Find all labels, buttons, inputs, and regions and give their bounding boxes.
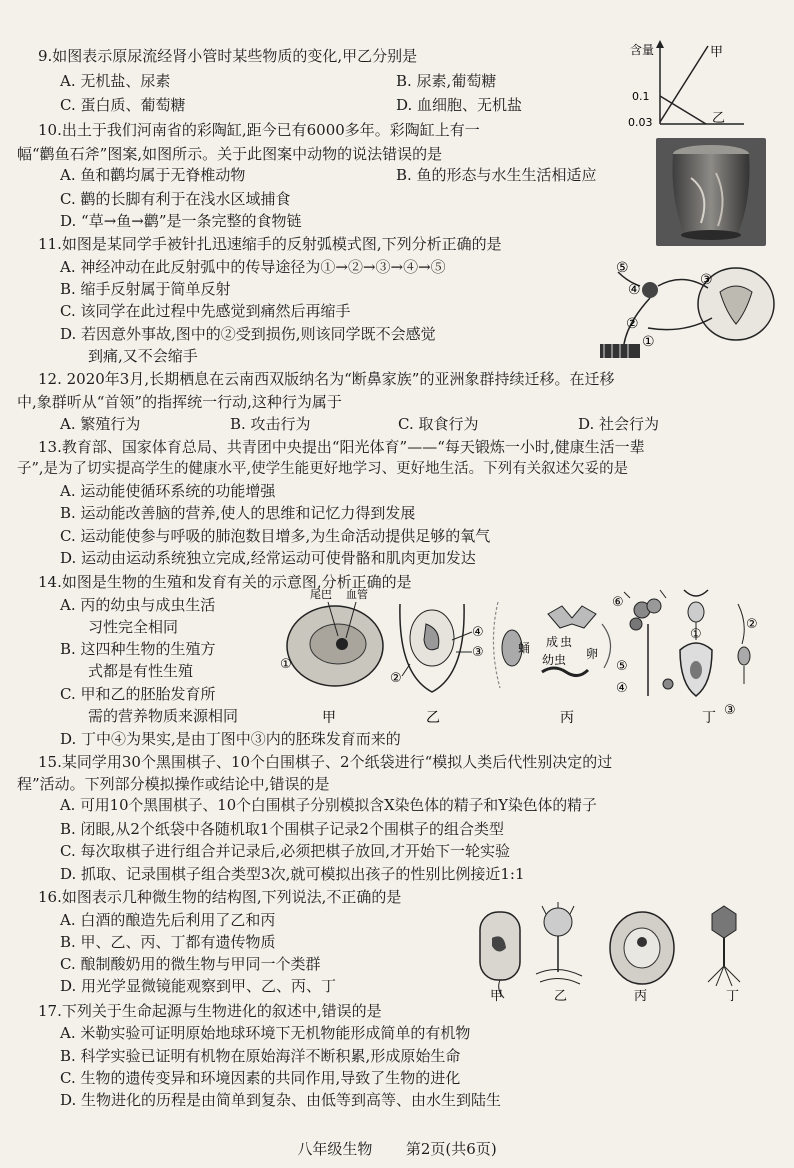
q11-option-a: A. 神经冲动在此反射弧中的传导途径为①→②→③→④→⑤	[60, 258, 446, 276]
q15-option-b: B. 闭眼,从2个纸袋中各随机取1个围棋子记录2个围棋子的组合类型	[60, 820, 504, 838]
butterfly	[548, 606, 596, 628]
bacteriophage	[708, 906, 740, 986]
q14-option-b-line2: 式都是有性生殖	[88, 662, 194, 680]
q14-option-d: D. 丁中④为果实,是由丁图中③内的胚珠发育而来的	[60, 730, 401, 748]
q13-option-b: B. 运动能改善脑的营养,使人的思维和记忆力得到发展	[60, 504, 416, 522]
q14-option-a-line2: 习性完全相同	[88, 618, 179, 636]
q12-stem-line2: 中,象群听从“首领”的指挥统一行动,这种行为属于	[17, 393, 342, 411]
q16-caption-ding: 丁	[726, 989, 740, 1004]
footer-page-number: 第2页(共6页)	[405, 1140, 497, 1158]
q12-option-d: D. 社会行为	[578, 415, 660, 433]
q15-stem-line2: 程”活动。下列部分模拟操作或结论中,错误的是	[17, 775, 330, 793]
q14-ding-label-4: ④	[616, 681, 628, 696]
larva	[542, 668, 588, 676]
q9-option-d: D. 血细胞、无机盐	[396, 96, 523, 114]
q16-microorganism-diagram	[470, 902, 770, 1004]
q14-label-adult-1: 成	[546, 635, 559, 649]
q14-option-b-line1: B. 这四种生物的生殖方	[60, 640, 216, 658]
q11-label-4: ④	[628, 282, 641, 298]
q17-stem: 17.下列关于生命起源与生物进化的叙述中,错误的是	[38, 1002, 382, 1020]
q15-option-c: C. 每次取棋子进行组合并记录后,必须把棋子放回,才开始下一轮实验	[60, 842, 511, 860]
q16-caption-yi: 乙	[554, 989, 568, 1004]
q13-stem-line2: 子”,是为了切实提高学生的健康水平,使学生能更好地学习、更好地生活。下列有关叙述欠妥的是	[17, 461, 629, 477]
q14-ding-label-5: ⑤	[616, 659, 628, 674]
q14-label-vessel: 血管	[346, 588, 368, 601]
q9-label-jia: 甲	[710, 45, 724, 60]
q14-ding-label-6: ⑥	[612, 595, 624, 610]
q14-reproduction-diagram	[280, 584, 784, 730]
q10-stem-line2: 幅“鹳鱼石斧”图案,如图所示。关于此图案中动物的说法错误的是	[17, 145, 443, 163]
q9-option-b: B. 尿素,葡萄糖	[396, 72, 497, 90]
q12-option-b: B. 攻击行为	[230, 415, 311, 433]
q9-label-yi: 乙	[712, 111, 726, 126]
q11-label-3: ③	[700, 272, 713, 288]
q14-jia-label-1: ①	[280, 657, 292, 672]
q13-option-c: C. 运动能使参与呼吸的肺泡数目增多,为生命活动提供足够的氧气	[60, 527, 491, 545]
q17-option-b: B. 科学实验已证明有机物在原始海洋不断积累,形成原始生命	[60, 1047, 461, 1065]
q15-stem-line1: 15.某同学用30个黑围棋子、10个白围棋子、2个纸袋进行“模拟人类后代性别决定的过	[38, 753, 613, 771]
q10-painted-pottery-photo	[656, 138, 766, 246]
ganglion	[642, 282, 658, 298]
q16-caption-bing: 丙	[634, 989, 648, 1004]
mold	[536, 902, 582, 984]
q14-option-a-line1: A. 丙的幼虫与成虫生活	[60, 596, 216, 614]
q14-label-tail: 尾巴	[310, 588, 332, 601]
q14-option-c-line2: 需的营养物质来源相同	[88, 707, 239, 725]
q14-yi-label-4: ④	[472, 625, 484, 640]
plant-life-cycle	[624, 590, 750, 696]
q14-option-c-line1: C. 甲和乙的胚胎发育所	[60, 685, 216, 703]
q15-option-a: A. 可用10个黑围棋子、10个白围棋子分别模拟含X染色体的精子和Y染色体的精子	[60, 797, 597, 814]
q14-ding-label-3: ③	[724, 703, 736, 718]
q11-option-d-line1: D. 若因意外事故,图中的②受到损伤,则该同学既不会感觉	[60, 325, 436, 343]
q12-stem-line1: 12. 2020年3月,长期栖息在云南西双版纳名为“断鼻家族”的亚洲象群持续迁移。在迁移	[38, 370, 615, 388]
q11-option-d-line2: 到痛,又不会缩手	[88, 347, 198, 365]
q16-stem: 16.如图表示几种微生物的结构图,下列说法,不正确的是	[38, 888, 402, 906]
q14-ding-label-1: ①	[690, 627, 702, 642]
page-footer	[0, 1138, 794, 1159]
q17-option-d: D. 生物进化的历程是由简单到复杂、由低等到高等、由水生到陆生	[60, 1091, 502, 1109]
q11-option-b: B. 缩手反射属于简单反射	[60, 280, 231, 298]
q17-option-a: A. 米勒实验可证明原始地球环境下无机物能形成简单的有机物	[60, 1024, 471, 1042]
footer-subject: 八年级生物	[297, 1140, 373, 1158]
q12-option-a: A. 繁殖行为	[60, 415, 141, 433]
q14-label-adult-2: 虫	[560, 635, 573, 649]
q14-yi-label-3: ③	[472, 645, 484, 660]
q13-option-a: A. 运动能使循环系统的功能增强	[60, 482, 276, 500]
q14-caption-ding: 丁	[702, 710, 716, 726]
q16-caption-jia: 甲	[490, 989, 504, 1004]
q11-label-1: ①	[642, 334, 655, 350]
q14-yi-label-2: ②	[390, 671, 402, 686]
q10-option-d: D. “草→鱼→鹳”是一条完整的食物链	[60, 212, 302, 230]
q9-y-label: 含量	[630, 43, 655, 57]
q14-label-larva: 幼虫	[542, 653, 567, 667]
q14-caption-yi: 乙	[426, 710, 440, 726]
q14-ding-label-2: ②	[746, 617, 758, 632]
q15-option-d: D. 抓取、记录围棋子组合类型3次,就可模拟出孩子的性别比例接近1:1	[60, 865, 525, 883]
q11-reflex-arc-diagram	[588, 252, 784, 370]
q17-option-c: C. 生物的遗传变异和环境因素的共同作用,导致了生物的进化	[60, 1069, 461, 1087]
q16-option-d: D. 用光学显微镜能观察到甲、乙、丙、丁	[60, 977, 337, 995]
q12-option-c: C. 取食行为	[398, 415, 479, 433]
q9-concentration-graph	[626, 38, 762, 134]
q14-stem: 14.如图是生物的生殖和发育有关的示意图,分析正确的是	[38, 573, 412, 591]
q14-label-pupa: 蛹	[518, 641, 531, 655]
q9-tick-0.03: 0.03	[628, 116, 653, 129]
q14-caption-bing: 丙	[560, 710, 574, 726]
q10-option-b: B. 鱼的形态与水生生活相适应	[396, 166, 597, 184]
q9-option-c: C. 蛋白质、葡萄糖	[60, 96, 186, 114]
q11-option-c: C. 该同学在此过程中先感觉到痛然后再缩手	[60, 302, 351, 320]
q14-label-egg: 卵	[586, 647, 599, 661]
q13-stem-line1: 13.教育部、国家体育总局、共青团中央提出“阳光体育”——“每天锻炼一小时,健康生活一辈	[38, 438, 645, 456]
q11-label-5: ⑤	[616, 260, 629, 276]
q9-option-a: A. 无机盐、尿素	[60, 72, 171, 90]
q10-option-c: C. 鹳的长脚有利于在浅水区域捕食	[60, 190, 291, 208]
q11-label-2: ②	[626, 316, 639, 332]
q16-option-c: C. 酿制酸奶用的微生物与甲同一个类群	[60, 955, 321, 973]
q13-option-d: D. 运动由运动系统独立完成,经常运动可使骨骼和肌肉更加发达	[60, 549, 476, 567]
q9-stem: 9.如图表示原尿流经肾小管时某些物质的变化,甲乙分别是	[38, 47, 418, 65]
q10-option-a: A. 鱼和鹳均属于无脊椎动物	[60, 166, 246, 184]
q16-option-b: B. 甲、乙、丙、丁都有遗传物质	[60, 933, 276, 951]
q16-option-a: A. 白酒的酿造先后利用了乙和丙	[60, 911, 276, 929]
q14-caption-jia: 甲	[322, 710, 336, 726]
q9-tick-0.1: 0.1	[632, 90, 650, 103]
q10-stem-line1: 10.出土于我们河南省的彩陶缸,距今已有6000多年。彩陶缸上有一	[38, 121, 480, 139]
q11-stem: 11.如图是某同学手被针扎迅速缩手的反射弧模式图,下列分析正确的是	[38, 235, 502, 253]
